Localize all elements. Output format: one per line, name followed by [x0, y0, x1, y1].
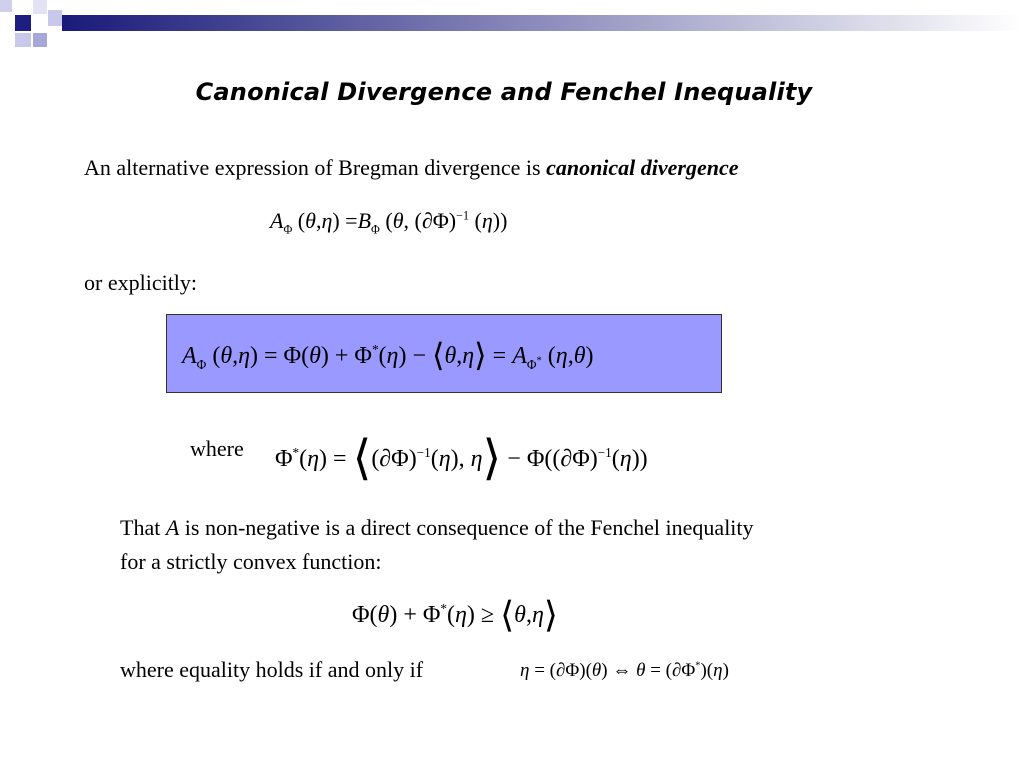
- that-rest: is non-negative is a direct consequence of the Fenchel inequality: [179, 515, 754, 540]
- fenchel-inequality-formula: Φ(θ) + Φ*(η) ≥ ⟨θ,η⟩: [352, 595, 558, 635]
- that-prefix: That: [120, 515, 166, 540]
- intro-emphasis: canonical divergence: [546, 155, 739, 180]
- equality-text: where equality holds if and only if: [120, 657, 424, 682]
- header-decoration: [0, 0, 1024, 62]
- explicit-canonical-divergence-formula: $A_\Phi$ (θ,η) = Φ(θ) + Φ*(η) − ⟨θ,η⟩ = $A_{\Phi^*}$ (η,θ): [182, 337, 594, 373]
- slide-title: Canonical Divergence and Fenchel Inequality: [195, 78, 813, 106]
- intro-sentence: [84, 155, 739, 181]
- explicit-label: or explicitly: [84, 270, 191, 295]
- that-var: A: [165, 515, 180, 540]
- equality-condition-formula: η = (∂Φ)(θ) ⇔ θ = (∂Φ*)(η): [520, 660, 729, 681]
- legendre-conjugate-formula: $\Phi^*(\eta) = ⟨(\partial\Phi)^{-1}(\eta)$, η⟩ − $\Phi((\partial\Phi)^{-1}(\eta))$: [275, 432, 648, 485]
- fenchel-sentence-line1: [120, 515, 754, 541]
- canonical-divergence-formula: $A_\Phi$ $(\theta,\eta) =B_\Phi$ (θ, $(\partial\Phi)^{-1}$ (η)): [270, 208, 508, 237]
- explicit-label-line: [84, 270, 197, 296]
- intro-text: An alternative expression of Bregman divergence is: [84, 155, 547, 180]
- where-label: where: [190, 436, 244, 461]
- explicit-colon: :: [190, 270, 198, 295]
- fenchel-sentence-line2: for a strictly convex function:: [120, 549, 382, 574]
